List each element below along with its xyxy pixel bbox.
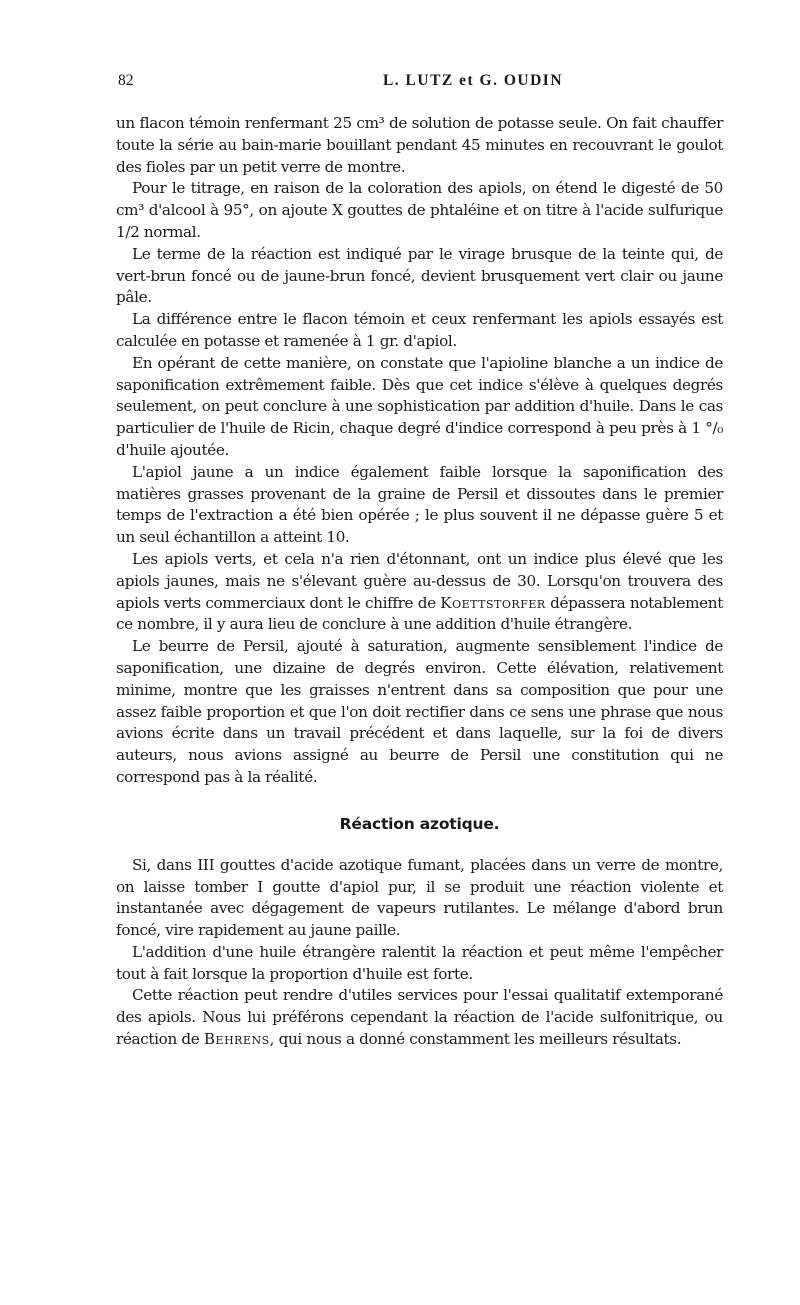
paragraph-titrage: Pour le titrage, en raison de la coloration des apiols, on étend le digesté de 50 cm³ d'alcool à 95°, on ajoute X gouttes de phtaléine et on titre à l'acide sulfurique 1/2 normal. — [116, 179, 723, 241]
paragraph-behrens — [116, 985, 723, 1050]
paragraph-behrens-end: , qui nous a donné constamment les meilleurs résultats. — [269, 1030, 682, 1049]
body-text — [116, 113, 723, 1051]
paragraph-difference: La différence entre le flacon témoin et ceux renfermant les apiols essayés est calculée en potasse et ramenée à 1 gr. d'apiol. — [116, 310, 723, 350]
author-name-koettstorfer: Koettstorfer — [440, 593, 546, 612]
paragraph-beurre-persil: Le beurre de Persil, ajouté à saturation, augmente sensiblement l'indice de saponification, une dizaine de degrés environ. Cette élévation, relativement minime, montre que les graisses n'entrent dans sa composition que pour une assez faible proportion et que l'on doit rectifier dans ce sens une phrase que nous avions écrite dans un travail précédent et dans laquelle, sur la foi de divers auteurs, nous avions assigné au beurre de Persil une constitution qui ne correspond pas à la réalité. — [116, 637, 723, 786]
paragraph-apiols-verts-text: Les apiols verts, et cela n'a rien d'étonnant, ont un indice plus élevé que les apiols jaunes, mais ne s'élevant guère au-dessus de 30. Lorsqu'on trouvera des apiols verts commerciaux dont le chiffre de — [116, 549, 723, 612]
paragraph-apiol-jaune: L'apiol jaune a un indice également faible lorsque la saponification des matières grasses provenant de la graine de Persil et dissoutes dans le premier temps de l'extraction a été bien opérée ; le plus souvent il ne dépasse guère 5 et un seul échantillon a atteint 10. — [116, 462, 723, 547]
paragraph-terme-reaction: Le terme de la réaction est indiqué par le virage brusque de la teinte qui, de vert-brun foncé ou de jaune-brun foncé, devient brusquement vert clair ou jaune pâle. — [116, 244, 723, 307]
page-number: 82 — [118, 72, 134, 89]
paragraph-continuation: un flacon témoin renfermant 25 cm³ de solution de potasse seule. On fait chauffer toute la série au bain-marie bouillant pendant 45 minutes en recouvrant le goulot des fioles par un petit verre de montre. — [116, 114, 723, 176]
page-header — [115, 72, 725, 96]
paragraph-acide-azotique: Si, dans III gouttes d'acide azotique fumant, placées dans un verre de montre, on laisse tomber I goutte d'apiol pur, il se produit une réaction violente et instantanée avec dégagement de vapeurs rutilantes. Le mélange d'abord brun foncé, vire rapidement au jaune paille. — [116, 855, 723, 940]
paragraph-apioline: En opérant de cette manière, on constate que l'apioline blanche a un indice de saponification extrêmement faible. Dès que cet indice s'élève à quelques degrés seulement, on peut conclure à une sophistication par addition d'huile. Dans le cas particulier de l'huile de Ricin, chaque degré d'indice correspond à peu près à 1 °/₀ d'huile ajoutée. — [116, 353, 723, 459]
author-name-behrens: Behrens — [203, 1030, 270, 1049]
section-heading: Réaction azotique. — [339, 814, 500, 833]
paragraph-apiols-verts — [116, 549, 723, 636]
paragraph-huile-etrangere: L'addition d'une huile étrangère ralentit la réaction et peut même l'empêcher tout à fait lorsque la proportion d'huile est forte. — [116, 942, 723, 983]
paragraph-behrens-text: Cette réaction peut rendre d'utiles services pour l'essai qualitatif extemporané des apiols. Nous lui préférons cependant la réaction de l'acide sulfonitrique, ou réaction de — [116, 986, 723, 1049]
running-title: L. LUTZ et G. OUDIN — [382, 72, 564, 89]
paragraph-apiols-verts-end: dépassera notablement ce nombre, il y aura lieu de conclure à une addition d'huile étrangère. — [116, 593, 723, 634]
